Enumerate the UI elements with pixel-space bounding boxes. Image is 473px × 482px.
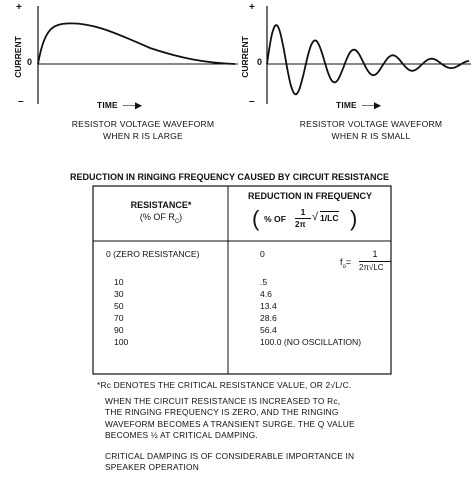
col2-header [230,190,390,202]
formula-root: 1/LC [320,213,339,223]
resistance-cell: 70 [114,313,124,323]
reduction-cell: 100.0 (NO OSCILLATION) [260,337,362,347]
right-time-arrow-icon: ──▶ [359,100,381,110]
right-caption-line2: WHEN R IS SMALL [331,131,411,141]
left-graph-svg [0,0,240,110]
notes [97,380,467,474]
left-zero-label: 0 [27,57,33,67]
f0-numerator: 1 [372,249,378,259]
left-paren-glyph: ( [252,206,260,231]
reduction-cell: 13.4 [260,301,277,311]
left-caption [48,118,238,142]
note1-line4: BECOMES ½ AT CRITICAL DAMPING. [105,430,258,440]
reduction-cell: 4.6 [260,289,272,299]
note1-line3: WAVEFORM BECOMES A TRANSIENT SURGE. THE Q VALUE [105,418,355,429]
f0-formula [340,249,400,279]
right-y-axis-label: CURRENT [240,36,250,78]
note-paragraph-2 [97,451,467,474]
resistance-cell: 50 [114,301,124,311]
footnote: *Rᴄ DENOTES THE CRITICAL RESISTANCE VALUE, OR 2√L/C. [97,380,352,390]
right-plus-sign: + [249,2,255,13]
f0-symbol: $f_o=$ [340,257,352,270]
left-time-arrow-icon: ──▶ [120,100,142,110]
resistance-cell: 100 [114,337,129,347]
formula-denominator: 2π [295,220,306,229]
formula-prefix: % OF [264,214,286,224]
resistance-cell: 0 (ZERO RESISTANCE) [106,249,200,259]
sqrt-icon: √ [312,211,319,223]
reduction-cell: .5 [260,277,268,287]
resistance-cell: 90 [114,325,124,335]
left-caption-line2: WHEN R IS LARGE [103,131,183,141]
col1-header [96,199,226,228]
right-graph [240,0,473,160]
f0-denominator: 2π√LC [359,263,384,272]
formula-numerator: 1 [300,207,306,217]
note1-line2: THE RINGING FREQUENCY IS ZERO, AND THE RINGING [105,407,339,417]
right-graph-svg [240,0,473,110]
left-caption-line1: RESISTOR VOLTAGE WAVEFORM [71,119,215,129]
right-zero-label: 0 [257,57,263,67]
right-waveform [267,25,469,94]
right-minus-sign: – [249,96,255,107]
note1-line1: WHEN THE CIRCUIT RESISTANCE IS INCREASED TO Rᴄ, [105,395,341,406]
right-paren-glyph: ) [350,206,358,231]
resistance-cell: 30 [114,289,124,299]
table-title: REDUCTION IN RINGING FREQUENCY CAUSED BY CIRCUIT RESISTANCE [70,172,390,182]
right-caption [276,118,466,142]
reduction-cell: 56.4 [260,325,277,335]
left-y-axis-label: CURRENT [13,36,23,78]
col2-formula [252,205,372,235]
right-time-label: TIME ──▶ [336,100,381,110]
reduction-cell: 0 [260,249,265,259]
right-caption-line1: RESISTOR VOLTAGE WAVEFORM [299,119,443,129]
resistance-table [92,185,392,375]
resistance-cell: 10 [114,277,124,287]
formula-bar [295,218,311,219]
note2-line1: CRITICAL DAMPING IS OF CONSIDERABLE IMPORTANCE IN [105,450,355,461]
f0-bar [359,261,391,262]
left-graph [0,0,240,160]
note-paragraph-1 [97,396,467,442]
left-time-label: TIME ──▶ [97,100,142,110]
col1-header-line1: RESISTANCE* [130,200,192,210]
left-minus-sign: – [18,96,24,107]
col1-header-line2: (% OF $R_C$) [139,212,183,225]
col2-header-line1: REDUCTION IN FREQUENCY [247,191,372,201]
left-waveform [38,23,235,64]
left-plus-sign: + [16,2,22,13]
note2-line2: SPEAKER OPERATION [105,462,199,472]
reduction-cell: 28.6 [260,313,277,323]
